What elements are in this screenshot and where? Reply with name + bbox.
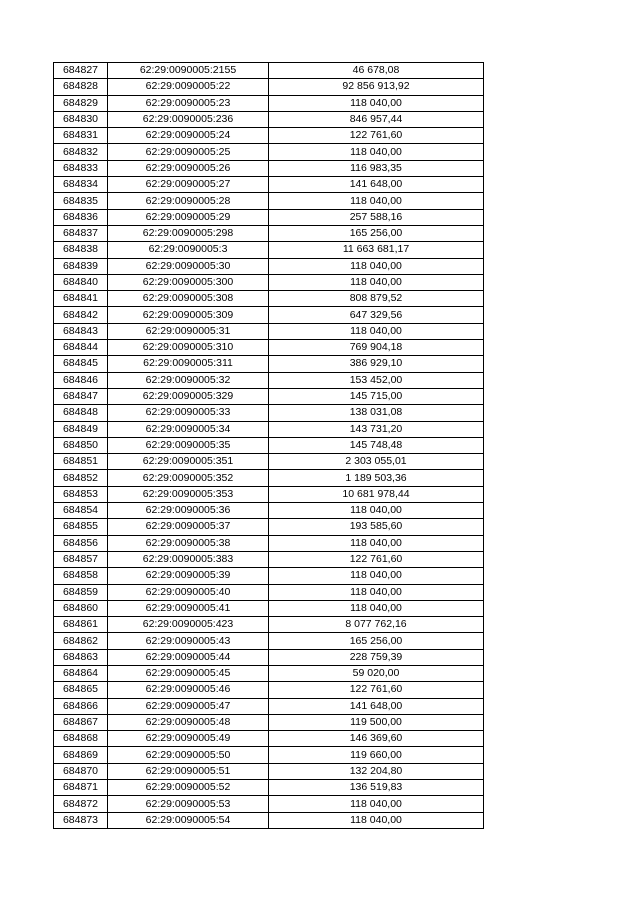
table-row: [54, 747, 484, 763]
row-number-cell: 684827: [54, 63, 108, 79]
table-row: [54, 111, 484, 127]
cadastral-number-cell: 62:29:0090005:25: [108, 144, 269, 160]
cadastral-number-cell: 62:29:0090005:27: [108, 177, 269, 193]
table-row: [54, 274, 484, 290]
row-number-cell: 684871: [54, 780, 108, 796]
table-row: [54, 796, 484, 812]
cadastral-value-cell: 257 588,16: [269, 209, 484, 225]
row-number-cell: 684864: [54, 665, 108, 681]
row-number-cell: 684865: [54, 682, 108, 698]
cadastral-number-cell: 62:29:0090005:26: [108, 160, 269, 176]
cadastral-value-cell: 118 040,00: [269, 600, 484, 616]
cadastral-value-cell: 122 761,60: [269, 551, 484, 567]
row-number-cell: 684862: [54, 633, 108, 649]
row-number-cell: 684829: [54, 95, 108, 111]
cadastral-value-cell: 143 731,20: [269, 421, 484, 437]
cadastral-value-cell: 92 856 913,92: [269, 79, 484, 95]
row-number-cell: 684841: [54, 291, 108, 307]
table-row: [54, 503, 484, 519]
row-number-cell: 684840: [54, 274, 108, 290]
row-number-cell: 684830: [54, 111, 108, 127]
cadastral-number-cell: 62:29:0090005:35: [108, 437, 269, 453]
table-row: [54, 323, 484, 339]
cadastral-value-cell: 118 040,00: [269, 274, 484, 290]
cadastral-value-cell: 141 648,00: [269, 177, 484, 193]
table-row: [54, 63, 484, 79]
cadastral-number-cell: 62:29:0090005:3: [108, 242, 269, 258]
cadastral-value-cell: 1 189 503,36: [269, 470, 484, 486]
cadastral-number-cell: 62:29:0090005:352: [108, 470, 269, 486]
row-number-cell: 684868: [54, 731, 108, 747]
table-row: [54, 225, 484, 241]
row-number-cell: 684848: [54, 405, 108, 421]
cadastral-number-cell: 62:29:0090005:38: [108, 535, 269, 551]
cadastral-value-table: [53, 62, 484, 829]
row-number-cell: 684860: [54, 600, 108, 616]
row-number-cell: 684833: [54, 160, 108, 176]
cadastral-value-cell: 118 040,00: [269, 584, 484, 600]
table-row: [54, 356, 484, 372]
cadastral-value-cell: 118 040,00: [269, 812, 484, 828]
row-number-cell: 684872: [54, 796, 108, 812]
cadastral-number-cell: 62:29:0090005:40: [108, 584, 269, 600]
table-row: [54, 177, 484, 193]
row-number-cell: 684870: [54, 763, 108, 779]
row-number-cell: 684849: [54, 421, 108, 437]
row-number-cell: 684850: [54, 437, 108, 453]
cadastral-number-cell: 62:29:0090005:45: [108, 665, 269, 681]
cadastral-value-cell: 46 678,08: [269, 63, 484, 79]
cadastral-number-cell: 62:29:0090005:423: [108, 617, 269, 633]
table-body: [54, 63, 484, 829]
table-row: [54, 405, 484, 421]
table-row: [54, 79, 484, 95]
cadastral-number-cell: 62:29:0090005:34: [108, 421, 269, 437]
table-row: [54, 372, 484, 388]
cadastral-value-cell: 228 759,39: [269, 649, 484, 665]
table-row: [54, 437, 484, 453]
table-row: [54, 535, 484, 551]
cadastral-number-cell: 62:29:0090005:36: [108, 503, 269, 519]
cadastral-number-cell: 62:29:0090005:53: [108, 796, 269, 812]
cadastral-number-cell: 62:29:0090005:353: [108, 486, 269, 502]
cadastral-number-cell: 62:29:0090005:31: [108, 323, 269, 339]
table-row: [54, 340, 484, 356]
cadastral-number-cell: 62:29:0090005:24: [108, 128, 269, 144]
cadastral-value-cell: 118 040,00: [269, 323, 484, 339]
cadastral-number-cell: 62:29:0090005:23: [108, 95, 269, 111]
row-number-cell: 684863: [54, 649, 108, 665]
cadastral-value-cell: 118 040,00: [269, 95, 484, 111]
row-number-cell: 684851: [54, 454, 108, 470]
table-row: [54, 600, 484, 616]
cadastral-value-cell: 10 681 978,44: [269, 486, 484, 502]
cadastral-value-cell: 132 204,80: [269, 763, 484, 779]
cadastral-number-cell: 62:29:0090005:351: [108, 454, 269, 470]
cadastral-number-cell: 62:29:0090005:308: [108, 291, 269, 307]
cadastral-number-cell: 62:29:0090005:311: [108, 356, 269, 372]
cadastral-value-cell: 769 904,18: [269, 340, 484, 356]
cadastral-value-cell: 136 519,83: [269, 780, 484, 796]
cadastral-number-cell: 62:29:0090005:33: [108, 405, 269, 421]
cadastral-value-cell: 165 256,00: [269, 633, 484, 649]
table-row: [54, 731, 484, 747]
row-number-cell: 684869: [54, 747, 108, 763]
table-row: [54, 812, 484, 828]
table-row: [54, 144, 484, 160]
row-number-cell: 684867: [54, 714, 108, 730]
row-number-cell: 684836: [54, 209, 108, 225]
cadastral-number-cell: 62:29:0090005:43: [108, 633, 269, 649]
cadastral-value-cell: 146 369,60: [269, 731, 484, 747]
cadastral-number-cell: 62:29:0090005:310: [108, 340, 269, 356]
table-row: [54, 454, 484, 470]
cadastral-number-cell: 62:29:0090005:383: [108, 551, 269, 567]
row-number-cell: 684834: [54, 177, 108, 193]
cadastral-value-cell: 165 256,00: [269, 225, 484, 241]
row-number-cell: 684873: [54, 812, 108, 828]
table-row: [54, 665, 484, 681]
cadastral-value-cell: 116 983,35: [269, 160, 484, 176]
table-row: [54, 551, 484, 567]
table-row: [54, 421, 484, 437]
cadastral-number-cell: 62:29:0090005:41: [108, 600, 269, 616]
row-number-cell: 684856: [54, 535, 108, 551]
row-number-cell: 684866: [54, 698, 108, 714]
row-number-cell: 684845: [54, 356, 108, 372]
table-row: [54, 633, 484, 649]
cadastral-value-cell: 118 040,00: [269, 193, 484, 209]
cadastral-number-cell: 62:29:0090005:54: [108, 812, 269, 828]
row-number-cell: 684842: [54, 307, 108, 323]
table-row: [54, 193, 484, 209]
cadastral-value-cell: 145 715,00: [269, 388, 484, 404]
table-row: [54, 307, 484, 323]
cadastral-value-cell: 118 040,00: [269, 144, 484, 160]
cadastral-number-cell: 62:29:0090005:52: [108, 780, 269, 796]
cadastral-number-cell: 62:29:0090005:50: [108, 747, 269, 763]
table-row: [54, 486, 484, 502]
row-number-cell: 684859: [54, 584, 108, 600]
cadastral-number-cell: 62:29:0090005:51: [108, 763, 269, 779]
cadastral-value-cell: 118 040,00: [269, 796, 484, 812]
cadastral-value-cell: 11 663 681,17: [269, 242, 484, 258]
row-number-cell: 684843: [54, 323, 108, 339]
cadastral-value-cell: 8 077 762,16: [269, 617, 484, 633]
cadastral-value-cell: 846 957,44: [269, 111, 484, 127]
row-number-cell: 684839: [54, 258, 108, 274]
cadastral-number-cell: 62:29:0090005:236: [108, 111, 269, 127]
cadastral-value-cell: 59 020,00: [269, 665, 484, 681]
table-row: [54, 519, 484, 535]
row-number-cell: 684853: [54, 486, 108, 502]
row-number-cell: 684857: [54, 551, 108, 567]
table-row: [54, 584, 484, 600]
table-row: [54, 258, 484, 274]
row-number-cell: 684844: [54, 340, 108, 356]
table-row: [54, 160, 484, 176]
cadastral-number-cell: 62:29:0090005:28: [108, 193, 269, 209]
cadastral-value-cell: 141 648,00: [269, 698, 484, 714]
cadastral-value-cell: 118 040,00: [269, 535, 484, 551]
cadastral-number-cell: 62:29:0090005:2155: [108, 63, 269, 79]
cadastral-number-cell: 62:29:0090005:37: [108, 519, 269, 535]
row-number-cell: 684858: [54, 568, 108, 584]
cadastral-number-cell: 62:29:0090005:309: [108, 307, 269, 323]
table-row: [54, 291, 484, 307]
cadastral-value-cell: 386 929,10: [269, 356, 484, 372]
table-row: [54, 128, 484, 144]
cadastral-number-cell: 62:29:0090005:46: [108, 682, 269, 698]
cadastral-number-cell: 62:29:0090005:32: [108, 372, 269, 388]
row-number-cell: 684838: [54, 242, 108, 258]
row-number-cell: 684847: [54, 388, 108, 404]
cadastral-number-cell: 62:29:0090005:30: [108, 258, 269, 274]
table-row: [54, 617, 484, 633]
cadastral-value-cell: 2 303 055,01: [269, 454, 484, 470]
cadastral-value-cell: 138 031,08: [269, 405, 484, 421]
row-number-cell: 684837: [54, 225, 108, 241]
cadastral-number-cell: 62:29:0090005:22: [108, 79, 269, 95]
cadastral-number-cell: 62:29:0090005:298: [108, 225, 269, 241]
table-row: [54, 649, 484, 665]
row-number-cell: 684852: [54, 470, 108, 486]
cadastral-number-cell: 62:29:0090005:300: [108, 274, 269, 290]
row-number-cell: 684835: [54, 193, 108, 209]
cadastral-value-cell: 118 040,00: [269, 258, 484, 274]
cadastral-number-cell: 62:29:0090005:44: [108, 649, 269, 665]
row-number-cell: 684861: [54, 617, 108, 633]
cadastral-number-cell: 62:29:0090005:29: [108, 209, 269, 225]
cadastral-number-cell: 62:29:0090005:49: [108, 731, 269, 747]
row-number-cell: 684855: [54, 519, 108, 535]
cadastral-number-cell: 62:29:0090005:39: [108, 568, 269, 584]
row-number-cell: 684828: [54, 79, 108, 95]
cadastral-value-cell: 153 452,00: [269, 372, 484, 388]
table-row: [54, 95, 484, 111]
cadastral-value-cell: 118 040,00: [269, 503, 484, 519]
table-row: [54, 209, 484, 225]
cadastral-number-cell: 62:29:0090005:329: [108, 388, 269, 404]
cadastral-number-cell: 62:29:0090005:48: [108, 714, 269, 730]
table-row: [54, 763, 484, 779]
cadastral-value-cell: 118 040,00: [269, 568, 484, 584]
cadastral-value-cell: 119 500,00: [269, 714, 484, 730]
cadastral-number-cell: 62:29:0090005:47: [108, 698, 269, 714]
table-row: [54, 780, 484, 796]
table-row: [54, 698, 484, 714]
table-row: [54, 568, 484, 584]
table-row: [54, 242, 484, 258]
cadastral-value-cell: 808 879,52: [269, 291, 484, 307]
cadastral-value-cell: 119 660,00: [269, 747, 484, 763]
row-number-cell: 684832: [54, 144, 108, 160]
row-number-cell: 684854: [54, 503, 108, 519]
table-row: [54, 388, 484, 404]
cadastral-value-cell: 193 585,60: [269, 519, 484, 535]
cadastral-value-cell: 122 761,60: [269, 682, 484, 698]
table-row: [54, 682, 484, 698]
cadastral-value-cell: 145 748,48: [269, 437, 484, 453]
table-row: [54, 714, 484, 730]
cadastral-value-cell: 122 761,60: [269, 128, 484, 144]
table-row: [54, 470, 484, 486]
cadastral-value-cell: 647 329,56: [269, 307, 484, 323]
row-number-cell: 684831: [54, 128, 108, 144]
row-number-cell: 684846: [54, 372, 108, 388]
